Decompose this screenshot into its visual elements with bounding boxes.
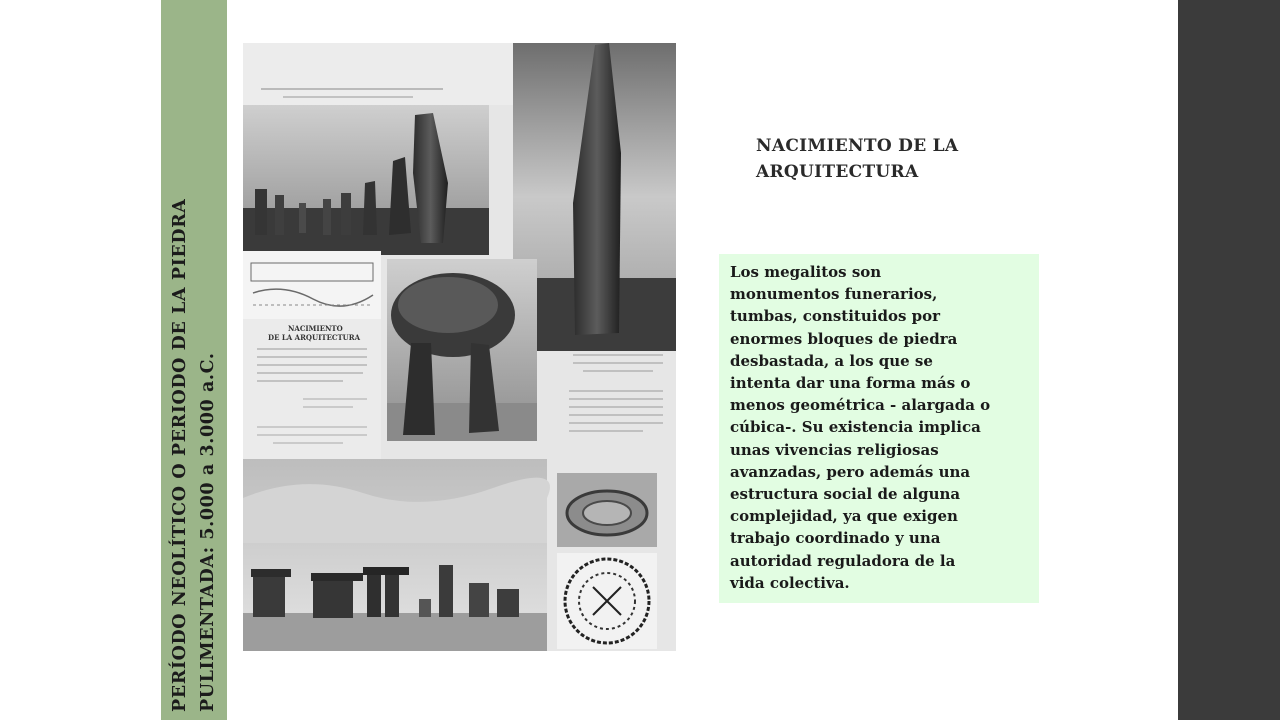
inner-heading-line-1: NACIMIENTO — [288, 324, 343, 333]
heading-text: NACIMIENTO DE LA ARQUITECTURA — [756, 136, 959, 182]
book-page-photo — [243, 43, 676, 651]
right-dark-band — [1178, 0, 1280, 720]
inner-heading-line-2: DE LA ARQUITECTURA — [268, 333, 361, 342]
vertical-slide-title — [166, 0, 222, 720]
description-text: Los megalitos son monumentos funerarios, tumbas, constituidos por enormes bloques de piedra desbastada, a los que se intenta dar una forma más o menos geométrica - alargada o cúbica-. Su existencia implica unas vivencias religiosas avanzadas, pero además una estructura social de alguna complejidad, ya que exigen trabajo coordinado y una autoridad reguladora de la vida colectiva. — [730, 263, 991, 592]
megalith-collage-image — [243, 43, 676, 651]
description-box — [719, 254, 1039, 603]
title-line-2: PULIMENTADA: 5.000 a 3.000 a.C. — [198, 352, 218, 712]
title-line-1: PERÍODO NEOLÍTICO O PERIODO DE LA PIEDRA — [170, 198, 190, 712]
slide-heading — [756, 133, 1086, 185]
